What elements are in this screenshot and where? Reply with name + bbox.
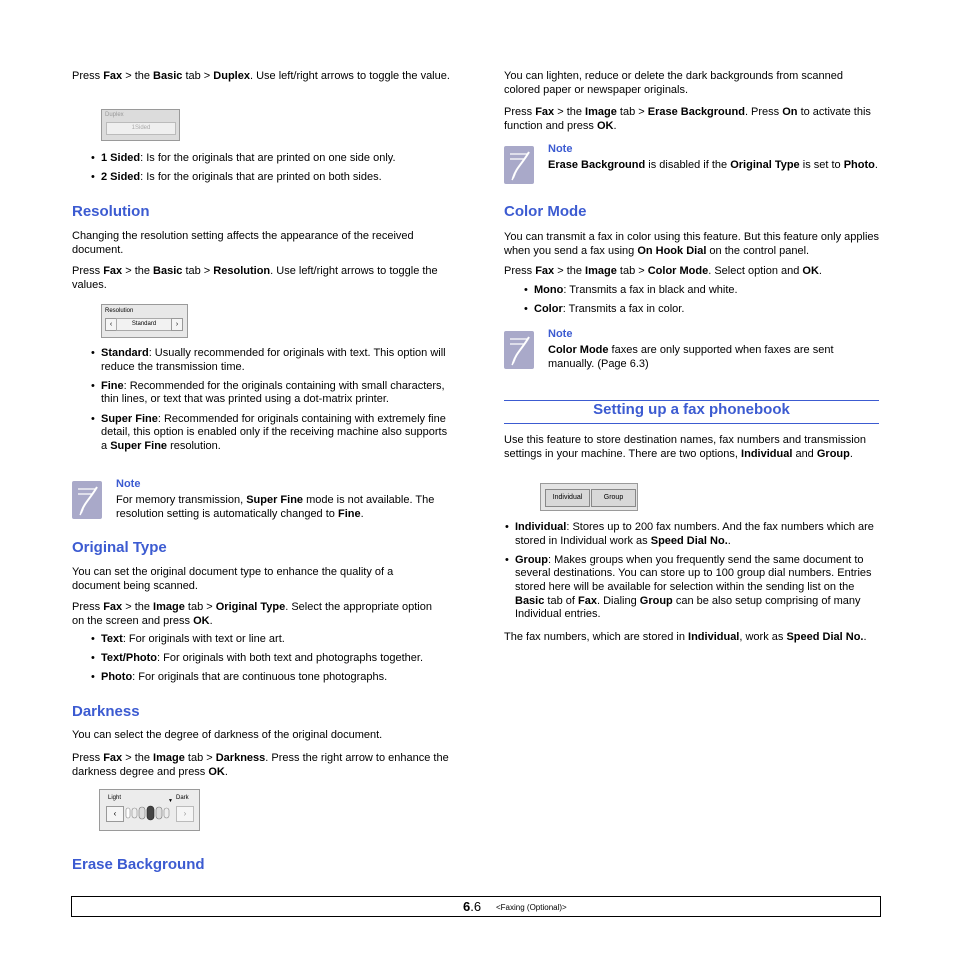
darkness-heading: Darkness: [72, 703, 140, 720]
phonebook-description: Use this feature to store destination names, fax numbers and transmission settings in your machine. There are two options, Individual and Group.: [504, 434, 866, 460]
footer-section-label: <Faxing (Optional)>: [496, 903, 567, 912]
list-item: • Photo: For originals that are continuous tone photographs.: [91, 671, 461, 685]
original-type-options-list: [91, 633, 461, 685]
color-mode-instruction: Press Fax > the Image tab > Color Mode. Select option and OK.: [504, 265, 822, 277]
list-item: • Mono: Transmits a fax in black and white.: [524, 284, 874, 298]
list-item: • Fine: Recommended for the originals containing with small characters, thin lines, or text that was printed using a dot-matrix printer.: [91, 380, 451, 407]
note-title: Note: [548, 328, 573, 340]
duplex-intro: Press Fax > the Basic tab > Duplex. Use left/right arrows to toggle the value.: [72, 70, 450, 82]
darkness-dark-label: Dark: [176, 795, 189, 801]
individual-button: Individual: [545, 489, 590, 507]
erase-description: You can lighten, reduce or delete the dark backgrounds from scanned colored paper or newspaper originals.: [504, 70, 843, 96]
original-type-description: You can set the original document type to enhance the quality of a document being scanned.: [72, 566, 394, 592]
note-icon: [72, 481, 102, 519]
list-item: • Text/Photo: For originals with both text and photographs together.: [91, 652, 461, 666]
note-text: For memory transmission, Super Fine mode is not available. The resolution setting is automatically changed to Fine.: [116, 494, 435, 520]
resolution-instruction: Press Fax > the Basic tab > Resolution. Use left/right arrows to toggle the values.: [72, 265, 438, 291]
right-arrow-icon: ›: [176, 806, 194, 822]
note-text: Erase Background is disabled if the Original Type is set to Photo.: [548, 159, 878, 171]
list-item: • Text: For originals with text or line art.: [91, 633, 461, 647]
darkness-screen: [99, 789, 200, 831]
darkness-light-label: Light: [108, 795, 122, 801]
erase-background-heading: Erase Background: [72, 856, 205, 873]
page-footer: [71, 896, 881, 917]
phonebook-heading: Setting up a fax phonebook: [593, 401, 790, 418]
note-icon: [504, 331, 534, 369]
color-mode-options-list: [524, 284, 874, 317]
color-mode-description: You can transmit a fax in color using this feature. But this feature only applies when you send a fax using On Hook Dial on the control panel.: [504, 231, 880, 257]
list-item: • 2 Sided: Is for the originals that are printed on both sides.: [91, 171, 451, 185]
original-type-heading: Original Type: [72, 539, 167, 556]
list-item: • Individual: Stores up to 200 fax numbers. And the fax numbers which are stored in Individual work as Speed Dial No..: [505, 521, 879, 548]
resolution-options-list: [91, 347, 451, 453]
group-button: Group: [591, 489, 636, 507]
section-rule-bottom: [504, 423, 879, 424]
list-item: • Color: Transmits a fax in color.: [524, 303, 874, 317]
note-text: Color Mode faxes are only supported when faxes are sent manually. (Page 6.3): [548, 344, 834, 370]
note-title: Note: [116, 478, 141, 490]
list-item: • Group: Makes groups when you frequently send the same document to several destinations. You can store up to 100 group dial numbers. Entries stored here will be available for selection within the sending list on the Basic tab of Fax. Dialing Group can be also setup comprising of many Individual entries.: [505, 554, 879, 622]
darkness-description: You can select the degree of darkness of the original document.: [72, 729, 383, 741]
resolution-screen: [101, 304, 188, 338]
resolution-value-field: Standard: [116, 318, 172, 331]
duplex-screen-title: Duplex: [105, 112, 124, 118]
darkness-level-bar: [124, 805, 174, 821]
darkness-instruction: Press Fax > the Image tab > Darkness. Press the right arrow to enhance the darkness degree and press OK.: [72, 752, 449, 778]
original-type-instruction: Press Fax > the Image tab > Original Type. Select the appropriate option on the screen and press OK.: [72, 601, 432, 627]
resolution-screen-title: Resolution: [105, 308, 134, 314]
color-mode-heading: Color Mode: [504, 203, 587, 220]
resolution-description: Changing the resolution setting affects the appearance of the received document.: [72, 230, 414, 256]
note-icon: [504, 146, 534, 184]
duplex-screen: [101, 109, 180, 141]
erase-instruction: Press Fax > the Image tab > Erase Background. Press On to activate this function and press OK.: [504, 106, 871, 132]
left-arrow-icon: ‹: [105, 318, 117, 331]
page-number: 6.6: [463, 899, 482, 914]
phonebook-screen: [540, 483, 638, 511]
left-arrow-icon: ‹: [106, 806, 124, 822]
phonebook-options-list: [505, 521, 879, 622]
list-item: • 1 Sided: Is for the originals that are printed on one side only.: [91, 152, 451, 166]
indicator-down-icon: ▼: [168, 798, 173, 804]
duplex-value-field: 1Sided: [106, 122, 176, 135]
list-item: • Super Fine: Recommended for originals containing with extremely fine detail, this option is enabled only if the receiving machine also supports a Super Fine resolution.: [91, 413, 451, 454]
phonebook-summary: The fax numbers, which are stored in Individual, work as Speed Dial No..: [504, 631, 867, 643]
right-arrow-icon: ›: [171, 318, 183, 331]
resolution-heading: Resolution: [72, 203, 150, 220]
duplex-options-list: [91, 152, 451, 185]
note-title: Note: [548, 143, 573, 155]
list-item: • Standard: Usually recommended for originals with text. This option will reduce the transmission time.: [91, 347, 451, 374]
